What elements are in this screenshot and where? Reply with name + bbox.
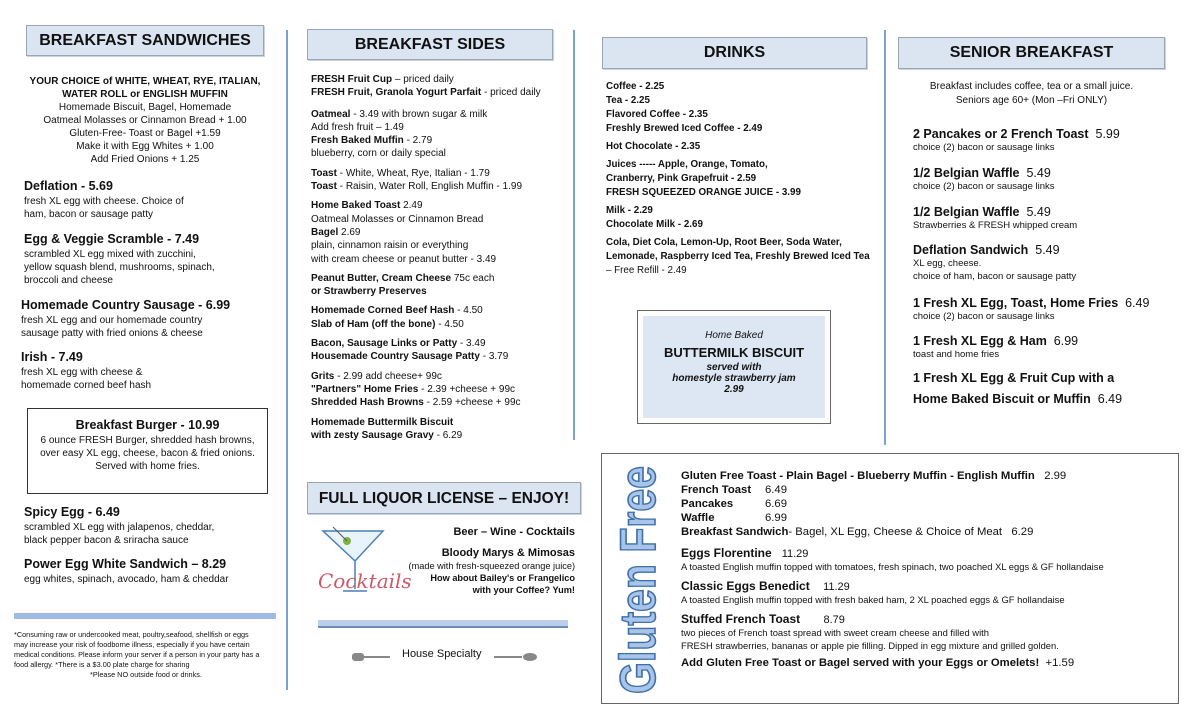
side-item-detail: - 2.59 +cheese + 99c: [423, 397, 521, 409]
side-item-detail: - White, Wheat, Rye, Italian - 1.79: [336, 167, 490, 179]
liquor-line: (made with fresh-squeezed orange juice): [408, 561, 575, 571]
side-item-detail: with cream cheese or peanut butter - 3.49: [311, 253, 497, 265]
side-item: [311, 147, 573, 160]
drink-item: Chocolate Milk - 2.69: [606, 219, 703, 230]
bread-choice: WATER ROLL or ENGLISH MUFFIN: [62, 89, 228, 100]
item-desc: egg whites, spinach, avocado, ham & cheddar: [24, 574, 229, 585]
option-line: Oatmeal Molasses or Cinnamon Bread + 1.00: [43, 115, 247, 126]
divider: [573, 30, 575, 440]
sides-group: [311, 199, 573, 265]
divider-bar: [14, 613, 276, 619]
side-item-detail: - 2.79: [403, 135, 433, 147]
item-desc: over easy XL egg, cheese, bacon & fried onions.: [40, 448, 255, 459]
fork-icon: [350, 650, 390, 669]
sides-group: [311, 337, 573, 364]
side-item-name: Fresh Baked Muffin: [311, 135, 404, 147]
drink-item: Cranberry, Pink Grapefruit - 2.59: [606, 173, 757, 184]
side-item: [311, 416, 573, 429]
biscuit-line: homestyle strawberry jam: [672, 373, 796, 384]
side-item-detail: - 2.39 +cheese + 99c: [418, 383, 516, 395]
side-item: [311, 239, 573, 252]
side-item-name: "Partners" Home Fries: [311, 383, 419, 395]
cocktails-script: Cocktails: [318, 569, 412, 593]
side-item-name: Peanut Butter, Cream Cheese: [311, 272, 452, 284]
biscuit-box: [637, 310, 831, 424]
sides-group: [311, 272, 573, 299]
side-item: [311, 337, 573, 350]
senior-item: [913, 296, 1183, 323]
item-desc: choice (2) bacon or sausage links: [913, 142, 1055, 153]
item-title: Irish - 7.49: [21, 350, 83, 364]
burger-box: [27, 408, 268, 494]
item-price: 6.49: [1125, 296, 1150, 310]
senior-item: [913, 127, 1183, 154]
sandwiches-header: BREAKFAST SANDWICHES: [26, 25, 264, 56]
side-item-detail: plain, cinnamon raisin or everything: [311, 240, 469, 252]
sides-group: [311, 73, 573, 100]
divider-bar: [318, 620, 568, 628]
drink-item: Milk - 2.29: [606, 205, 653, 216]
drinks-group: [606, 236, 876, 278]
senior-item: [913, 205, 1183, 232]
liquor-line: Bloody Marys & Mimosas: [441, 547, 575, 559]
item-name: 1 Fresh XL Egg, Toast, Home Fries: [913, 296, 1119, 310]
item-price: +1.59: [1045, 657, 1075, 669]
sandwich-options: [14, 75, 276, 166]
drink-item: FRESH SQUEEZED ORANGE JUICE - 3.99: [606, 187, 801, 198]
side-item-detail: - 3.49: [457, 338, 486, 350]
side-item: [311, 318, 573, 331]
menu-item: [24, 505, 279, 547]
side-item: [311, 199, 573, 212]
notice-line: food allergy. *There is a $3.00 plate charge for sharing: [14, 660, 190, 669]
side-item-detail: - priced daily: [481, 87, 541, 99]
senior-item: [913, 371, 1183, 406]
side-item: [311, 86, 573, 99]
side-item: [311, 213, 573, 226]
side-item-name: Home Baked Toast: [311, 200, 401, 212]
item-name: 1 Fresh XL Egg & Fruit Cup with a: [913, 371, 1115, 385]
item-price: 11.29: [781, 548, 809, 560]
side-item: [311, 370, 573, 383]
liquor-header: FULL LIQUOR LICENSE – ENJOY!: [307, 482, 581, 514]
side-item-name: Grits: [311, 370, 335, 382]
item-name: 1/2 Belgian Waffle: [913, 166, 1020, 180]
side-item: [311, 134, 573, 147]
drink-item: Flavored Coffee - 2.35: [606, 109, 708, 120]
side-item-detail: 75c each: [451, 272, 495, 284]
side-item: [311, 180, 573, 193]
consumer-notice: [14, 630, 282, 680]
item-price: 6.49: [765, 484, 787, 496]
gf-item-desc: - Bagel, XL Egg, Cheese & Choice of Meat: [788, 526, 1003, 538]
side-item-name: or Strawberry Preserves: [311, 286, 427, 298]
gf-item-desc: A toasted English muffin topped with tomatoes, fresh spinach, two poached XL eggs & GF hollandaise: [681, 561, 1104, 572]
senior-intro: [898, 80, 1165, 108]
gf-item-desc: A toasted English muffin topped with fresh baked ham, 2 XL poached eggs & GF hollandaise: [681, 594, 1065, 605]
sides-group: [311, 416, 573, 443]
spoon-icon: [494, 650, 538, 669]
drink-item: Hot Chocolate - 2.35: [606, 141, 701, 152]
item-desc: choice of ham, bacon or sausage patty: [913, 271, 1077, 282]
side-item-detail: - 4.50: [454, 305, 483, 317]
item-price: 6.69: [765, 498, 787, 510]
side-item-detail: Add fresh fruit – 1.49: [311, 121, 404, 133]
side-item-name: Toast: [311, 181, 337, 193]
item-desc: fresh XL egg with cheese. Choice of: [24, 196, 184, 207]
item-title: Breakfast Burger - 10.99: [75, 418, 220, 432]
side-item-name: FRESH Fruit Cup: [311, 74, 393, 85]
gf-item-name: Breakfast Sandwich: [681, 526, 789, 538]
item-desc: choice (2) bacon or sausage links: [913, 181, 1055, 192]
drinks-group: [606, 140, 876, 154]
item-name: 1 Fresh XL Egg & Ham: [913, 334, 1047, 348]
option-line: Homemade Biscuit, Bagel, Homemade: [58, 102, 232, 113]
divider: [884, 30, 886, 445]
side-item: [311, 108, 573, 121]
side-item: [311, 226, 573, 239]
biscuit-line: 2.99: [724, 384, 744, 395]
menu-item: [24, 557, 279, 586]
side-item-name: Bagel: [311, 226, 339, 238]
side-item-detail: - Raisin, Water Roll, English Muffin - 1.99: [336, 181, 523, 193]
biscuit-line: Home Baked: [705, 330, 763, 341]
item-desc: fresh XL egg with cheese &: [21, 367, 143, 378]
item-desc: 6 ounce FRESH Burger, shredded hash browns,: [40, 435, 255, 446]
item-desc: ham, bacon or sausage patty: [24, 209, 153, 220]
menu-item: [21, 298, 279, 340]
drinks-group: [606, 158, 876, 200]
side-item-detail: 2.49: [400, 200, 423, 212]
side-item-name: FRESH Fruit, Granola Yogurt Parfait: [311, 87, 482, 99]
side-item-detail: blueberry, corn or daily special: [311, 148, 446, 160]
item-desc: homemade corned beef hash: [21, 380, 152, 391]
senior-item: [913, 166, 1183, 193]
side-item: [311, 304, 573, 317]
item-price: 6.99: [1053, 334, 1079, 348]
item-price: 6.29: [1011, 526, 1034, 538]
item-name: 2 Pancakes or 2 French Toast: [913, 127, 1089, 141]
item-desc: Strawberries & FRESH whipped cream: [913, 220, 1078, 231]
gf-item-name: French Toast: [681, 484, 752, 496]
side-item-detail: 2.69: [338, 226, 361, 238]
drink-item: Juices ----- Apple, Orange, Tomato,: [606, 159, 768, 170]
item-desc: broccoli and cheese: [24, 275, 113, 286]
side-item: [311, 350, 573, 363]
liquor-line: Beer – Wine - Cocktails: [453, 526, 575, 538]
biscuit-line: BUTTERMILK BISCUIT: [663, 345, 805, 360]
side-item: [311, 272, 573, 285]
menu-item: [24, 232, 279, 287]
option-line: Make it with Egg Whites + 1.00: [76, 141, 214, 152]
drink-item: Lemonade, Raspberry Iced Tea, Freshly Brewed Iced Tea: [606, 251, 870, 262]
drinks-header: DRINKS: [602, 37, 867, 69]
sides-list: [311, 73, 573, 442]
gf-item-name: Eggs Florentine: [681, 546, 772, 560]
item-price: 8.79: [823, 614, 845, 626]
item-name: Deflation Sandwich: [913, 243, 1029, 257]
liquor-line: with your Coffee? Yum!: [472, 585, 575, 595]
gf-item-name: Waffle: [681, 512, 715, 524]
house-specialty: House Specialty: [402, 648, 482, 660]
menu-item: [21, 350, 279, 392]
gluten-free-box: [601, 453, 1179, 704]
side-item-name: Homemade Buttermilk Biscuit: [311, 416, 454, 428]
side-item: [311, 396, 573, 409]
gluten-free-banner: [606, 460, 668, 698]
item-desc: fresh XL egg and our homemade country: [21, 315, 203, 326]
drink-item: – Free Refill - 2.49: [606, 265, 687, 276]
gf-top-line: Gluten Free Toast - Plain Bagel - Blueberry Muffin - English Muffin: [681, 470, 1035, 482]
gf-add-line: Add Gluten Free Toast or Bagel served with your Eggs or Omelets!: [681, 657, 1040, 669]
side-item-name: Bacon, Sausage Links or Patty: [311, 338, 458, 350]
senior-header: SENIOR BREAKFAST: [898, 37, 1165, 69]
side-item-name: Homemade Corned Beef Hash: [311, 305, 455, 317]
side-item-detail: - 6.29: [433, 429, 463, 441]
side-item: [311, 383, 573, 396]
side-item-name: Housemade Country Sausage Patty: [311, 351, 480, 363]
item-price: 6.49: [1097, 392, 1123, 406]
side-item-detail: – priced daily: [392, 74, 454, 85]
item-desc: Served with home fries.: [95, 461, 200, 472]
drinks-group: [606, 204, 876, 232]
item-desc: XL egg, cheese.: [913, 258, 982, 269]
notice-line: *Consuming raw or undercooked meat, poultry,seafood, shellfish or eggs: [14, 630, 249, 639]
side-item: [311, 167, 573, 180]
notice-line: *Please NO outside food or drinks.: [90, 670, 202, 679]
side-item: [311, 253, 573, 266]
item-title: Homemade Country Sausage - 6.99: [21, 298, 231, 312]
item-name: 1/2 Belgian Waffle: [913, 205, 1020, 219]
side-item-detail: - 3.49 with brown sugar & milk: [350, 108, 488, 120]
side-item: [311, 73, 573, 86]
side-item-name: Shredded Hash Browns: [311, 397, 424, 409]
sides-group: [311, 167, 573, 194]
drinks-group: [606, 80, 876, 136]
biscuit-line: served with: [706, 362, 762, 373]
svg-text:Gluten Free: Gluten Free: [610, 460, 666, 694]
bread-choice: YOUR CHOICE of WHITE, WHEAT, RYE, ITALIAN,: [29, 76, 261, 87]
side-item: [311, 121, 573, 134]
divider: [286, 30, 288, 690]
item-price: 5.49: [1026, 205, 1051, 219]
item-desc: scrambled XL egg with jalapenos, cheddar,: [24, 522, 215, 533]
gf-item-name: Classic Eggs Benedict: [681, 579, 810, 593]
side-item-detail: - 3.79: [479, 351, 509, 363]
item-desc: choice (2) bacon or sausage links: [913, 311, 1055, 322]
liquor-text: [386, 525, 575, 596]
option-line: Gluten-Free- Toast or Bagel +1.59: [69, 128, 221, 139]
intro-line: Seniors age 60+ (Mon –Fri ONLY): [955, 95, 1108, 106]
intro-line: Breakfast includes coffee, tea or a small juice.: [929, 81, 1134, 92]
item-title: Deflation - 5.69: [24, 179, 113, 193]
side-item-detail: - 2.99 add cheese+ 99c: [334, 370, 442, 382]
item-title: Power Egg White Sandwich – 8.29: [24, 557, 227, 571]
side-item-name: with zesty Sausage Gravy: [311, 429, 434, 441]
sides-group: [311, 370, 573, 410]
side-item-name: Toast: [311, 167, 337, 179]
sides-group: [311, 304, 573, 331]
item-desc: yellow squash blend, mushrooms, spinach,: [24, 262, 215, 273]
senior-item: [913, 334, 1183, 361]
item-price: 5.99: [1095, 127, 1120, 141]
drink-item: Cola, Diet Cola, Lemon-Up, Root Beer, Soda Water,: [606, 237, 842, 248]
item-price: 2.99: [1044, 470, 1067, 482]
gf-item-desc: FRESH strawberries, bananas or apple pie filling. Dipped in egg mixture and grilled golden.: [681, 640, 1059, 651]
option-line: Add Fried Onions + 1.25: [90, 154, 200, 165]
liquor-line: How about Bailey's or Frangelico: [430, 573, 575, 583]
notice-line: medical conditions. Please inform your server if a person in your party has a: [14, 650, 260, 659]
item-desc: toast and home fries: [913, 349, 1000, 360]
item-title: Egg & Veggie Scramble - 7.49: [24, 232, 200, 246]
item-desc: black pepper bacon & sriracha sauce: [24, 535, 189, 546]
gf-item-desc: two pieces of French toast spread with sweet cream cheese and filled with: [681, 627, 989, 638]
item-name: Home Baked Biscuit or Muffin: [913, 392, 1091, 406]
side-item-name: Oatmeal: [311, 108, 351, 120]
side-item-name: Slab of Ham (off the bone): [311, 318, 436, 330]
item-price: 6.99: [765, 512, 787, 524]
sides-header: BREAKFAST SIDES: [307, 29, 553, 60]
item-desc: scrambled XL egg mixed with zucchini,: [24, 249, 196, 260]
side-item-detail: - 4.50: [435, 318, 464, 330]
side-item-detail: Oatmeal Molasses or Cinnamon Bread: [311, 213, 484, 225]
item-price: 11.29: [823, 581, 850, 593]
side-item: [311, 429, 573, 442]
item-title: Spicy Egg - 6.49: [24, 505, 120, 519]
gf-item-name: Pancakes: [681, 498, 734, 510]
gf-item-name: Stuffed French Toast: [681, 612, 801, 626]
drinks-list: [606, 80, 876, 278]
item-desc: sausage patty with fried onions & cheese: [21, 328, 203, 339]
drink-item: Tea - 2.25: [606, 95, 650, 106]
notice-line: may increase your risk of foodborne illness, especially if you have certain: [14, 640, 250, 649]
item-price: 5.49: [1035, 243, 1060, 257]
drink-item: Coffee - 2.25: [606, 81, 665, 92]
item-price: 5.49: [1026, 166, 1051, 180]
drink-item: Freshly Brewed Iced Coffee - 2.49: [606, 123, 763, 134]
side-item: [311, 285, 573, 298]
menu-item: [24, 179, 279, 221]
senior-item: [913, 243, 1183, 283]
sides-group: [311, 108, 573, 161]
